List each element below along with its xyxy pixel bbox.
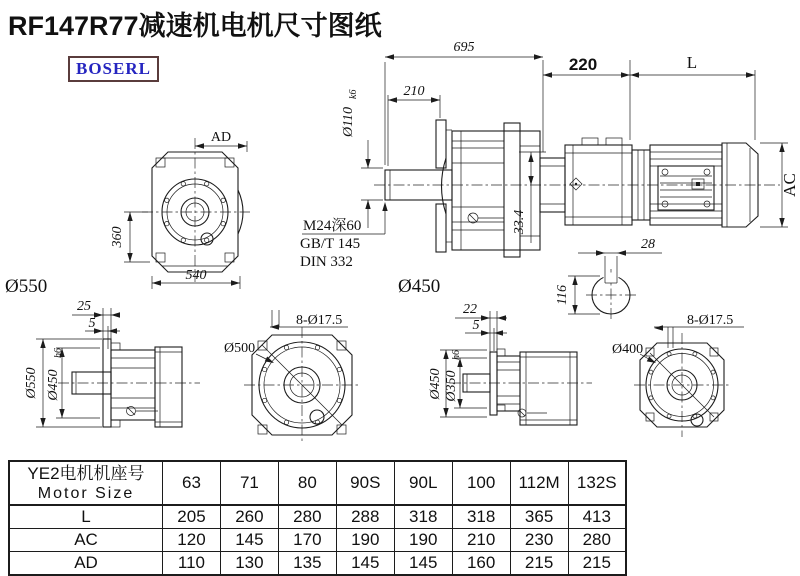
cell: 145: [220, 529, 278, 552]
cell: 190: [336, 529, 394, 552]
gearbox-front-view: [110, 130, 250, 289]
table-row-AD: [9, 552, 626, 576]
dim-695: 695: [453, 40, 475, 55]
col-size: 90L: [394, 461, 452, 505]
cell: 170: [278, 529, 336, 552]
row-label: L: [9, 505, 163, 529]
row-label: AC: [9, 529, 163, 552]
col-size: 80: [278, 461, 336, 505]
dim-flange-inner-350-tol: h6: [451, 350, 462, 360]
cell: 160: [452, 552, 510, 576]
dim-25: 25: [77, 299, 91, 314]
dim-116: 116: [555, 285, 570, 305]
dim-flange-inner-450: Ø450: [46, 369, 61, 401]
cell: 110: [163, 552, 221, 576]
dim-360: 360: [110, 226, 125, 248]
cell: 215: [510, 552, 568, 576]
dim-shaft-diameter: Ø110: [341, 106, 356, 138]
dim-22: 22: [463, 302, 477, 317]
label-bolt-holes-450: 8-Ø17.5: [687, 313, 734, 328]
flange450-front-view: [612, 313, 744, 437]
cell: 318: [452, 505, 510, 529]
cell: 190: [394, 529, 452, 552]
caption-diameter-550: Ø550: [5, 276, 48, 297]
table-row-AC: [9, 529, 626, 552]
col-size: 71: [220, 461, 278, 505]
col-size: 63: [163, 461, 221, 505]
cell: 318: [394, 505, 452, 529]
dim-flange-inner-350: Ø350: [444, 370, 459, 402]
cell: 130: [220, 552, 278, 576]
dim-AD: AD: [210, 130, 232, 145]
dim-5b: 5: [472, 318, 480, 333]
cell: 145: [336, 552, 394, 576]
dimension-table: [8, 460, 627, 576]
dim-220: 220: [568, 55, 598, 74]
col-size: 90S: [336, 461, 394, 505]
cell: 413: [568, 505, 626, 529]
thread-note-3: DIN 332: [300, 254, 353, 270]
table-header-motor-size: [9, 461, 163, 505]
label-bolt-holes-550: 8-Ø17.5: [296, 313, 343, 328]
label-bolt-circle-400: Ø400: [612, 342, 644, 357]
flange550-front-view: [224, 310, 360, 443]
dim-flange-inner-450-tol: h6: [53, 348, 64, 358]
flange550-side-view: [24, 299, 200, 427]
header-en: Motor Size: [37, 485, 135, 502]
dim-33-4: 33.4: [512, 209, 527, 235]
label-bolt-circle-500: Ø500: [224, 341, 256, 356]
dim-AC: AC: [780, 173, 799, 197]
col-size: 132S: [568, 461, 626, 505]
cell: 215: [568, 552, 626, 576]
cell: 260: [220, 505, 278, 529]
cell: 145: [394, 552, 452, 576]
boserl-logo: BOSERL: [68, 56, 159, 82]
dim-540: 540: [185, 268, 207, 283]
cell: 135: [278, 552, 336, 576]
col-size: 112M: [510, 461, 568, 505]
dim-210: 210: [403, 84, 425, 99]
flange450-side-view: [428, 302, 592, 425]
caption-diameter-450: Ø450: [398, 276, 441, 297]
page-title: RF147R77减速机电机尺寸图纸: [8, 11, 382, 41]
cell: 288: [336, 505, 394, 529]
dim-flange-outer-550: Ø550: [24, 367, 39, 399]
col-size: 100: [452, 461, 510, 505]
cell: 280: [568, 529, 626, 552]
dim-shaft-tolerance: k6: [348, 89, 359, 99]
shaft-section-view: [555, 237, 662, 321]
dim-5a: 5: [88, 316, 96, 331]
cell: 210: [452, 529, 510, 552]
table-header-row: [9, 461, 626, 505]
dim-flange-outer-450: Ø450: [428, 368, 443, 400]
dim-L: L: [686, 53, 698, 72]
cell: 280: [278, 505, 336, 529]
table-row-L: [9, 505, 626, 529]
cell: 120: [163, 529, 221, 552]
cell: 365: [510, 505, 568, 529]
cell: 230: [510, 529, 568, 552]
dim-28: 28: [641, 237, 655, 252]
header-cn: YE2电机机座号: [27, 464, 145, 483]
main-view-dimensions: [300, 40, 799, 270]
row-label: AD: [9, 552, 163, 576]
cell: 205: [163, 505, 221, 529]
thread-note-2: GB/T 145: [300, 236, 361, 252]
thread-note-1: M24深60: [303, 218, 362, 234]
main-side-view: [374, 120, 780, 257]
